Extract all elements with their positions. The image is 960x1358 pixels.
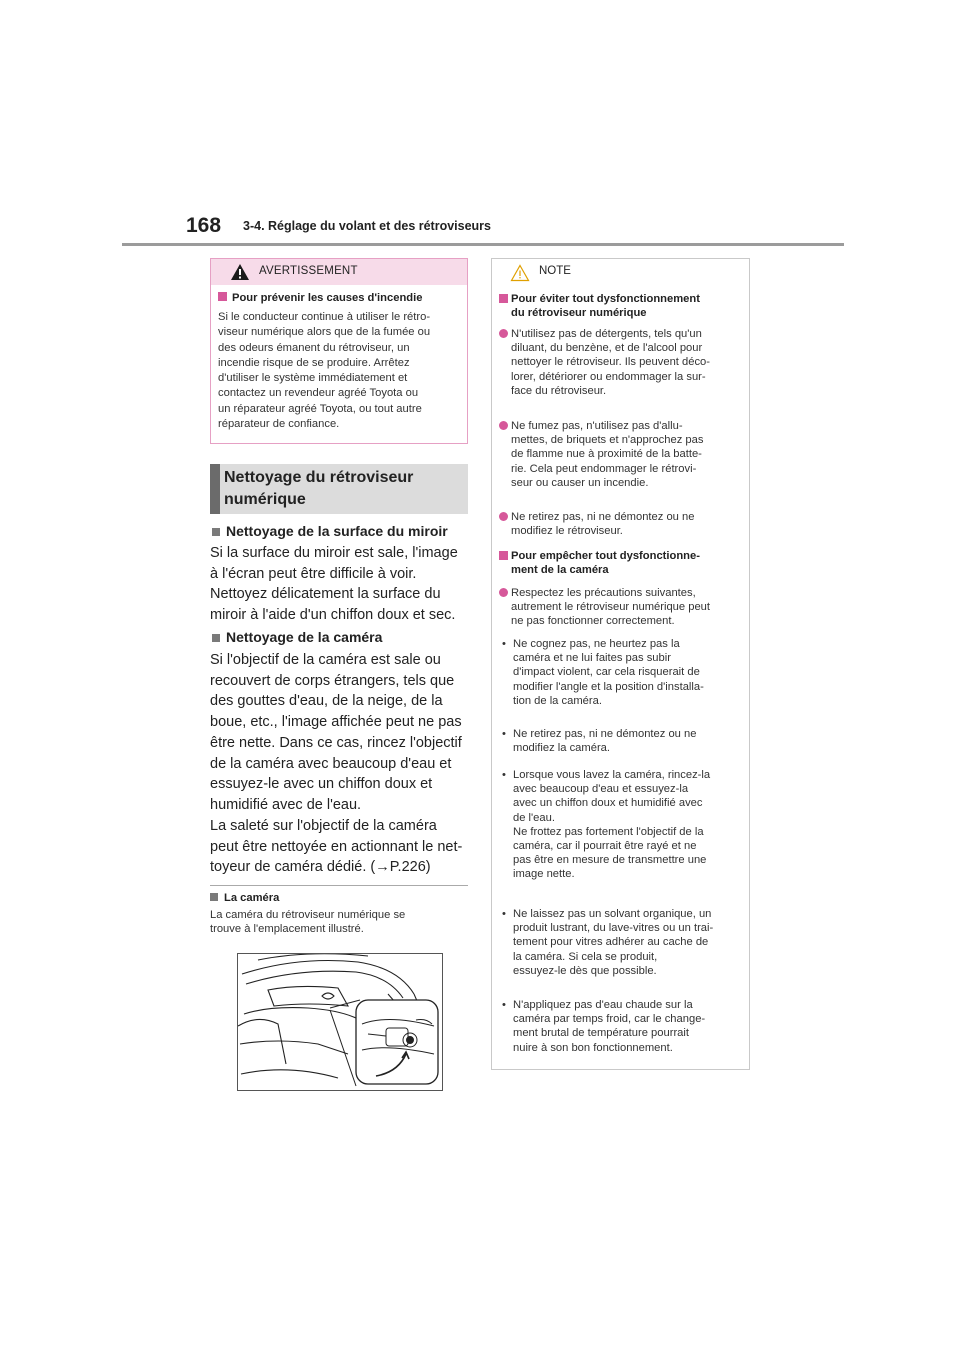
caution-triangle-icon xyxy=(510,264,530,282)
note-list-item: Ne fumez pas, n'utilisez pas d'allu- mettes, de briquets et n'approchez pas de flamme nue à proximité de la batte- rie. Cela peut endommager le rétrovi- seur ou causer un incendie. xyxy=(499,419,745,490)
camera-info-subheading: La caméra xyxy=(210,892,279,904)
note-list-item: Ne retirez pas, ni ne démontez ou ne modifiez le rétroviseur. xyxy=(499,510,745,538)
warning-triangle-icon xyxy=(230,263,250,281)
pink-square-marker-icon xyxy=(499,551,508,560)
note-bullet-item: • Ne retirez pas, ni ne démontez ou ne modifiez la caméra. xyxy=(502,728,697,755)
mirror-cleaning-subheading: Nettoyage de la surface du miroir xyxy=(212,523,448,539)
warning-header xyxy=(211,259,467,285)
gray-square-marker-icon xyxy=(212,528,220,536)
note-list-item: Respectez les précautions suivantes, autrement le rétroviseur numérique peut ne pas fonctionner correctement. xyxy=(499,586,745,629)
camera-cleaning-subheading: Nettoyage de la caméra xyxy=(212,629,382,645)
note-subheading: Pour éviter tout dysfonctionnement du rétroviseur numérique xyxy=(499,292,745,320)
camera-washer-text: La saleté sur l'objectif de la caméra peut être nettoyée en actionnant le net- toyeur de caméra dédié. (→P.226) xyxy=(210,818,463,876)
warning-body: Si le conducteur continue à utiliser le rétro- viseur numérique alors que de la fumée ou des odeurs émanent du rétroviseur, un incendie risque de se produire. Arrêtez d'utiliser le système immédiatement et contactez un revendeur agréé Toyota ou un réparateur agréé Toyota, ou tout autre réparateur de confiance. xyxy=(218,311,431,431)
camera-cleaning-text: Si l'objectif de la caméra est sale ou recouvert de corps étrangers, tels que des gouttes d'eau, de la neige, de la boue, etc., l'image affichée peut ne pas être nette. Dans ce cas, rincez l'objectif de la caméra avec beaucoup d'eau et essuyez-le avec un chiffon doux et humidifié avec de l'eau. xyxy=(210,652,462,813)
note-bullet-item: • Lorsque vous lavez la caméra, rincez-la avec beaucoup d'eau et essuyez-la avec un chiffon doux et humidifié avec de l'eau. Ne frottez pas fortement l'objectif de la caméra, car il pourrait être rayé et ne pas être en mesure de transmettre une image nette. xyxy=(502,769,711,881)
pink-circle-marker-icon xyxy=(499,588,508,597)
car-rear-camera-drawing xyxy=(238,954,443,1091)
note-header xyxy=(492,259,749,285)
note-bullet-item: • N'appliquez pas d'eau chaude sur la caméra par temps froid, car le change- ment brutal de température pourrait nuire à son bon fonctionnement. xyxy=(502,999,706,1054)
camera-location-illustration xyxy=(237,953,443,1091)
heading-bar xyxy=(210,464,220,514)
gray-square-marker-icon xyxy=(210,893,218,901)
note-box xyxy=(491,258,750,1070)
page-reference-link[interactable]: P.226 xyxy=(389,859,426,876)
pink-circle-marker-icon xyxy=(499,329,508,338)
note-bullet-item: • Ne cognez pas, ne heurtez pas la caméra et ne lui faites pas subir d'impact violent, car cela risquerait de modifier l'angle et la position d'installa- tion de la caméra. xyxy=(502,638,704,707)
note-title: NOTE xyxy=(539,265,571,277)
warning-subheading: Pour prévenir les causes d'incendie xyxy=(218,292,468,304)
page-number: 168 xyxy=(186,214,222,237)
section-title: 3-4. Réglage du volant et des rétroviseurs xyxy=(243,219,491,233)
info-divider xyxy=(210,885,468,886)
header-divider xyxy=(122,243,844,246)
warning-title: AVERTISSEMENT xyxy=(259,265,358,277)
camera-info-text: La caméra du rétroviseur numérique se trouve à l'emplacement illustré. xyxy=(210,909,406,935)
pink-circle-marker-icon xyxy=(499,512,508,521)
pink-circle-marker-icon xyxy=(499,421,508,430)
note-bullet-item: • Ne laissez pas un solvant organique, un produit lustrant, du lave-vitres ou un trai- tement pour vitres adhérer au cache de la caméra. Si cela se produit, essuyez-le dès que possible. xyxy=(502,908,714,977)
gray-square-marker-icon xyxy=(212,634,220,642)
note-subheading: Pour empêcher tout dysfonctionne- ment de la caméra xyxy=(499,549,745,577)
section-heading: Nettoyage du rétroviseur numérique xyxy=(210,464,468,514)
pink-square-marker-icon xyxy=(218,292,227,301)
warning-box xyxy=(210,258,468,444)
mirror-cleaning-text: Si la surface du miroir est sale, l'image à l'écran peut être difficile à voir. Nettoyez délicatement la surface du miroir à l'aide d'un chiffon doux et sec. xyxy=(210,545,458,624)
pink-square-marker-icon xyxy=(499,294,508,303)
note-list-item: N'utilisez pas de détergents, tels qu'un diluant, du benzène, et de l'alcool pour nettoyer le rétroviseur. Ils peuvent déco- lorer, détériorer ou endommager la sur- face du rétroviseur. xyxy=(499,327,745,398)
